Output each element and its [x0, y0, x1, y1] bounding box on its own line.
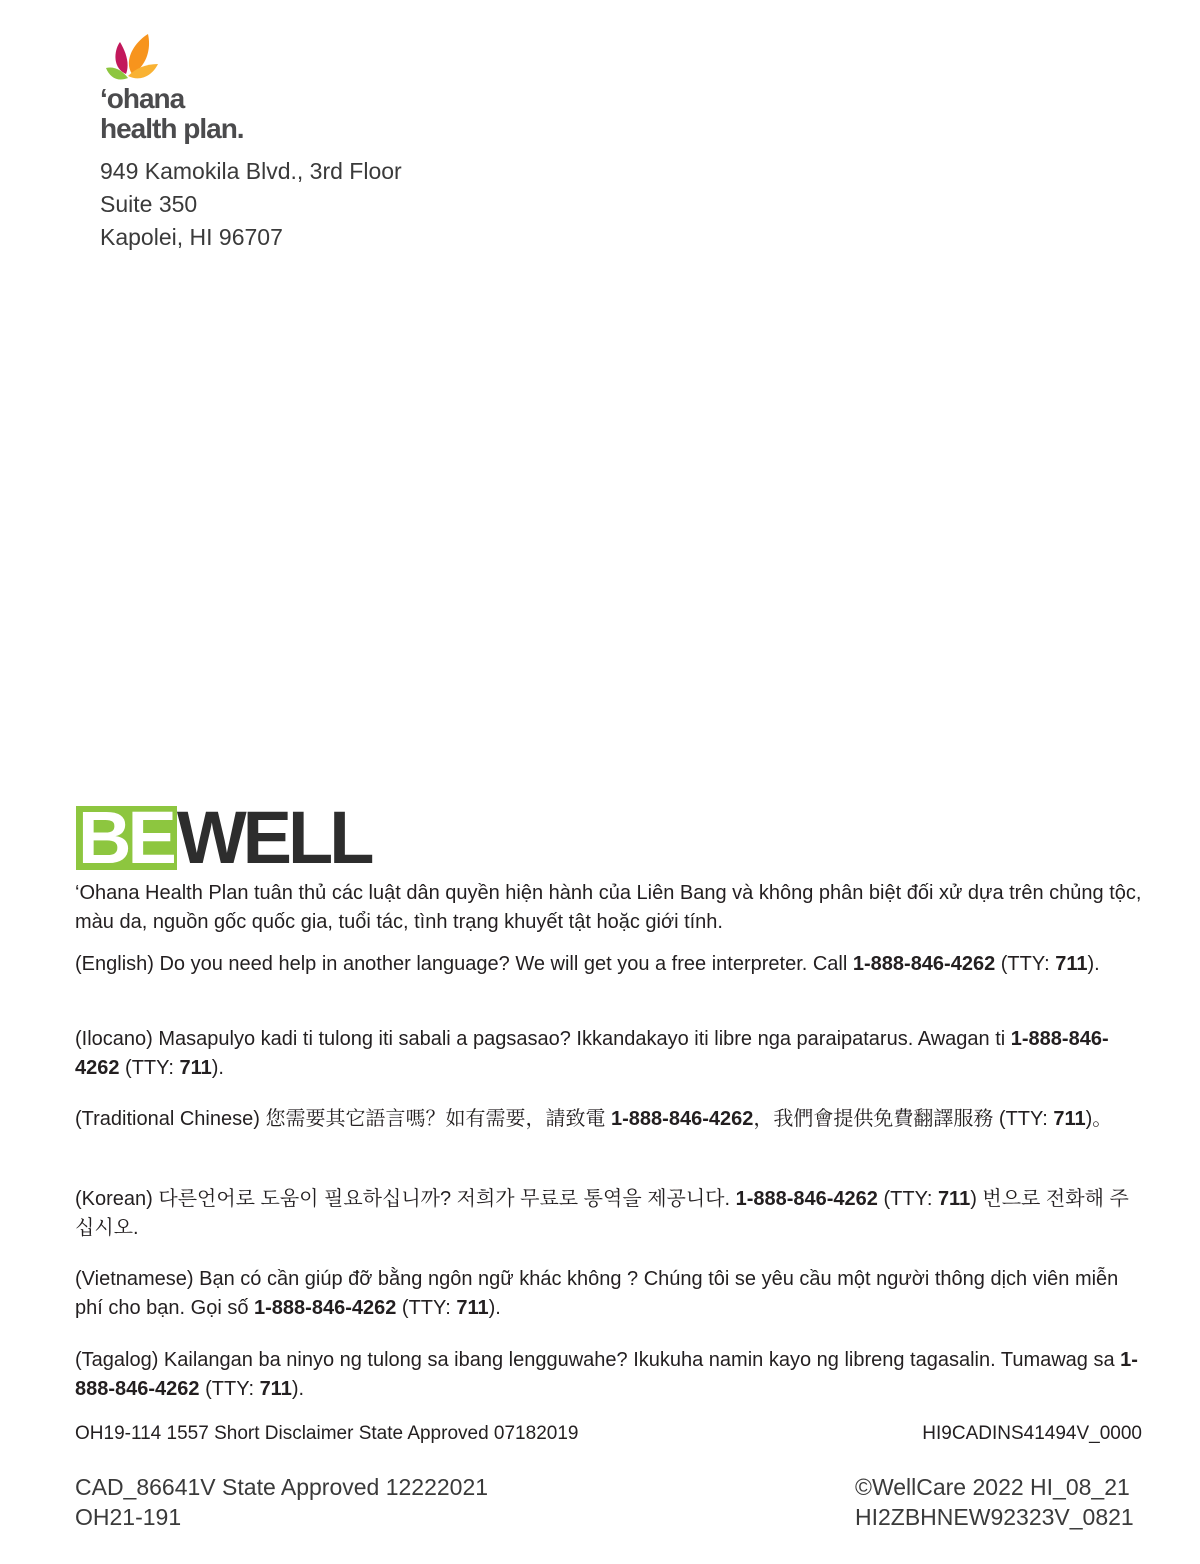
disclaimer-code: OH19-114 1557 Short Disclaimer State Approved 07182019: [75, 1423, 579, 1444]
language-notice-korean: (Korean) 다른언어로 도움이 필요하십니까? 저희가 무료로 통역을 제공니다. 1-888-846-4262 (TTY: 711) 번으로 전화해 주십시오.: [75, 1188, 1129, 1239]
logo-line-1: ‘ohana: [100, 83, 185, 114]
state-approval-block: [75, 1472, 488, 1532]
address-line-2: Suite 350: [100, 191, 198, 217]
tty-number: 711: [179, 1057, 212, 1079]
phone-number: 1-888-846-4262: [852, 953, 996, 975]
tty-number: 711: [456, 1297, 489, 1319]
tty-number: 711: [1055, 953, 1088, 975]
phone-number: 1-888-846-4262: [254, 1297, 397, 1319]
copyright-block: [855, 1472, 1134, 1532]
phone-number: 1-888-846-4262: [611, 1108, 754, 1130]
bewell-logo: [76, 796, 371, 879]
phone-number: 1-888-846-4262: [735, 1188, 878, 1210]
language-notice-english: (English) Do you need help in another language? We will get you a free interpreter. Call 1-888-846-4262 (TTY: 711).: [75, 953, 1100, 975]
address-line-1: 949 Kamokila Blvd., 3rd Floor: [100, 158, 402, 184]
state-approval-line-2: OH21-191: [75, 1504, 182, 1530]
document-code-right: HI9CADINS41494V_0000: [922, 1423, 1142, 1444]
tty-number: 711: [259, 1378, 292, 1400]
address-line-3: Kapolei, HI 96707: [100, 224, 283, 250]
copyright-line-2: HI2ZBHNEW92323V_0821: [855, 1504, 1134, 1530]
language-notice-tagalog: (Tagalog) Kailangan ba ninyo ng tulong sa ibang lengguwahe? Ikukuha namin kayo ng libreng tagasalin. Tumawag sa 1-888-846-4262 (TTY: 711).: [75, 1349, 1138, 1400]
logo-line-2: health plan.: [100, 113, 244, 144]
phone-number: 1-888-846-4262: [75, 1349, 1138, 1400]
language-notice-ilocano: (Ilocano) Masapulyo kadi ti tulong iti sabali a pagsasao? Ikkandakayo iti libre nga paraipatarus. Awagan ti 1-888-846-4262 (TTY: 711).: [75, 1028, 1109, 1079]
bewell-be: BE: [76, 806, 177, 870]
ohana-logo-wordmark: [100, 84, 244, 144]
mailing-address: [100, 155, 402, 254]
nondiscrimination-notice: ‘Ohana Health Plan tuân thủ các luật dân quyền hiện hành của Liên Bang và không phân biệt đối xử dựa trên chủng tộc, màu da, nguồn gốc quốc gia, tuổi tác, tình trạng khuyết tật hoặc giới tính.: [75, 882, 1142, 933]
phone-number: 1-888-846-4262: [75, 1028, 1109, 1079]
bewell-well: WELL: [176, 796, 371, 879]
tty-number: 711: [937, 1188, 971, 1210]
state-approval-line-1: CAD_86641V State Approved 12222021: [75, 1474, 489, 1500]
language-notice-chinese: (Traditional Chinese) 您需要其它語言嗎？如有需要，請致電 1-888-846-4262，我們會提供免費翻譯服務 (TTY: 711)。: [75, 1108, 1113, 1130]
language-notice-vietnamese: (Vietnamese) Bạn có cần giúp đỡ bằng ngôn ngữ khác không ? Chúng tôi se yêu cầu một người thông dịch viên miễn phí cho bạn. Gọi số 1-888-846-4262 (TTY: 711).: [75, 1268, 1119, 1319]
ohana-logo-icon: [104, 34, 164, 84]
tty-number: 711: [1053, 1108, 1086, 1130]
copyright-line-1: ©WellCare 2022 HI_08_21: [855, 1474, 1130, 1500]
